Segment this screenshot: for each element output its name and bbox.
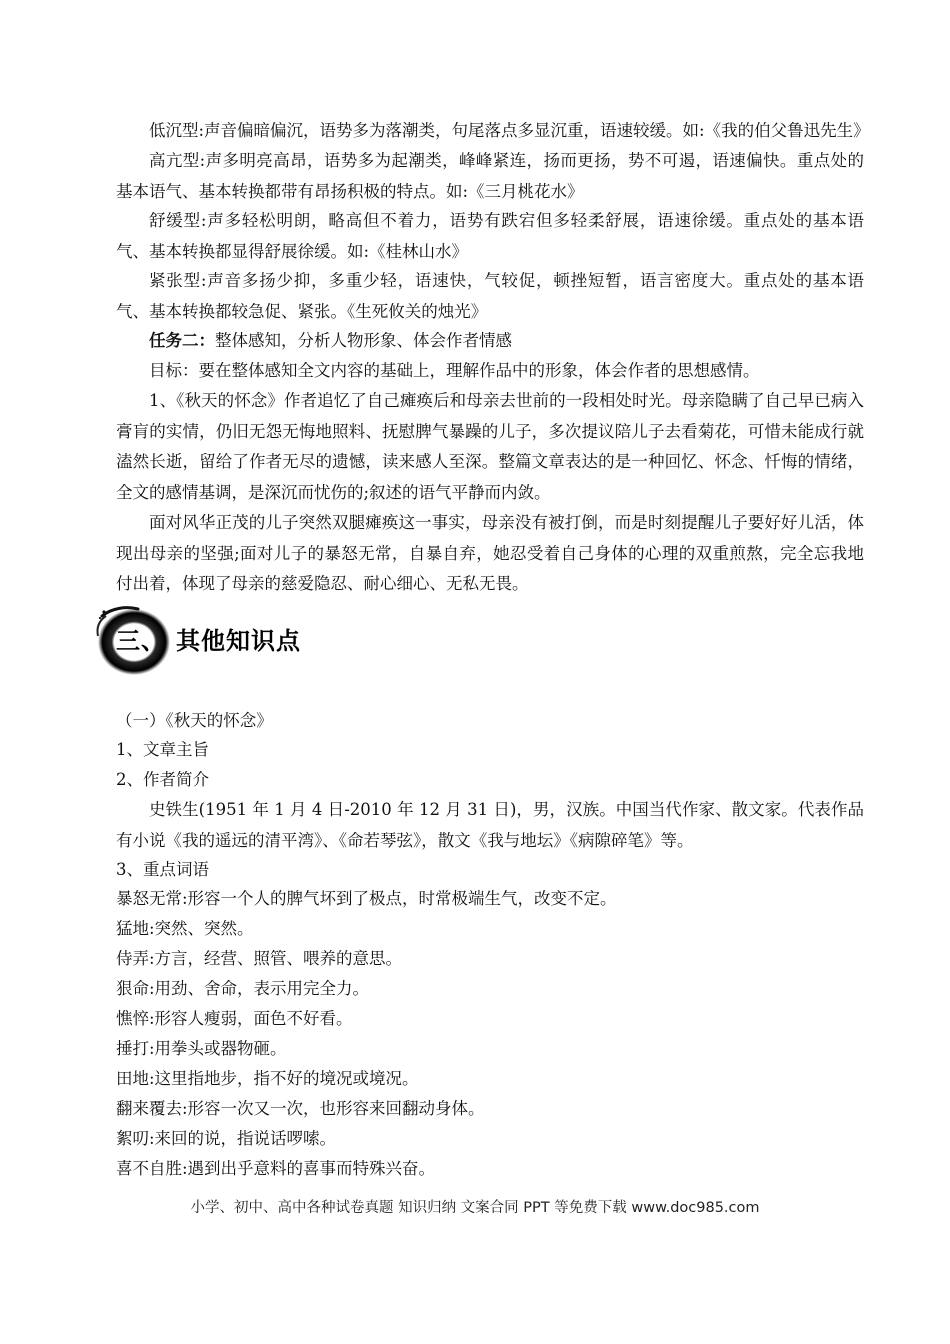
author-bio: 史铁生(1951 年 1 月 4 日-2010 年 12 月 31 日)，男，汉族。中国当代作家、散文家。代表作品有小说《我的遥远的清平湾》、《命若琴弦》，散文《我与地坛》《病隙碎笔》等。 xyxy=(116,800,864,850)
list-item: 侍弄:方言，经营、照管、喂养的意思。 xyxy=(116,949,403,968)
list-item: 喜不自胜:遇到出乎意料的喜事而特殊兴奋。 xyxy=(116,1159,436,1178)
section-title xyxy=(116,621,301,656)
paragraph-tense-type: 紧张型:声音多扬少抑，多重少轻，语速快，气较促，顿挫短暂，语言密度大。重点处的基本语气、基本转换都较急促、紧张。《生死攸关的烛光》 xyxy=(116,271,864,321)
page-footer: 小学、初中、高中各种试卷真题 知识归纳 文案合同 PPT 等免费下载 www.doc985.com xyxy=(190,1200,760,1216)
task2-label: 任务二： xyxy=(149,331,215,350)
goal-text: 目标：要在整体感知全文内容的基础上，理解作品中的形象，体会作者的思想感情。 xyxy=(149,361,760,380)
task2-title: 整体感知，分析人物形象、体会作者情感 xyxy=(215,331,512,350)
list-item: 暴怒无常:形容一个人的脾气坏到了极点，时常极端生气，改变不定。 xyxy=(116,889,617,908)
paragraph-summary: 1、《秋天的怀念》作者追忆了自己瘫痪后和母亲去世前的一段相处时光。母亲隐瞒了自己早已病入膏肓的实情，仍旧无怨无悔地照料、抚慰脾气暴躁的儿子，多次提议陪儿子去看菊花，可惜未能成行就溘然长逝，留给了作者无尽的遗憾，读来感人至深。整篇文章表达的是一种回忆、怀念、忏悔的情绪，全文的感情基调，是深沉而忧伤的;叙述的语气平静而内敛。 xyxy=(116,391,864,502)
section-heading xyxy=(96,606,496,678)
list-item: 憔悴:形容人瘦弱，面色不好看。 xyxy=(116,1009,353,1028)
paragraph-mother: 面对风华正茂的儿子突然双腿瘫痪这一事实，母亲没有被打倒，而是时刻提醒儿子要好好儿活，体现出母亲的坚强;面对儿子的暴怒无常，自暴自弃，她忍受着自己身体的心理的双重煎熬，完全忘我地付出着，体现了母亲的慈爱隐忍、耐心细心、无私无畏。 xyxy=(116,513,864,593)
item-theme: 1、文章主旨 xyxy=(116,740,209,759)
list-item: 猛地:突然、突然。 xyxy=(116,919,254,938)
list-item: 翻来覆去:形容一次又一次，也形容来回翻动身体。 xyxy=(116,1099,485,1118)
paragraph-soothing-type: 舒缓型:声多轻松明朗，略高但不着力，语势有跌宕但多轻柔舒展，语速徐缓。重点处的基本语气、基本转换都显得舒展徐缓。如:《桂林山水》 xyxy=(116,211,864,261)
item-author: 2、作者简介 xyxy=(116,770,209,789)
list-item: 捶打:用拳头或器物砸。 xyxy=(116,1039,287,1058)
subsection-heading: （一）《秋天的怀念》 xyxy=(116,711,273,730)
task2-heading xyxy=(116,326,864,356)
list-item: 狠命:用劲、舍命，表示用完全力。 xyxy=(116,979,370,998)
item-keywords: 3、重点词语 xyxy=(116,860,209,879)
paragraph-high-type: 高亢型:声多明亮高昂，语势多为起潮类，峰峰紧连，扬而更扬，势不可遏，语速偏快。重点处的基本语气、基本转换都带有昂扬积极的特点。如:《三月桃花水》 xyxy=(116,151,864,201)
paragraph-low-type: 低沉型:声音偏暗偏沉，语势多为落潮类，句尾落点多显沉重，语速较缓。如:《我的伯父鲁迅先生》 xyxy=(149,121,870,140)
list-item: 絮叨:来回的说，指说话啰嗦。 xyxy=(116,1129,337,1148)
list-item: 田地:这里指地步，指不好的境况或境况。 xyxy=(116,1069,419,1088)
section-number: 三、 xyxy=(116,627,166,655)
section-title-text: 其他知识点 xyxy=(176,627,301,655)
